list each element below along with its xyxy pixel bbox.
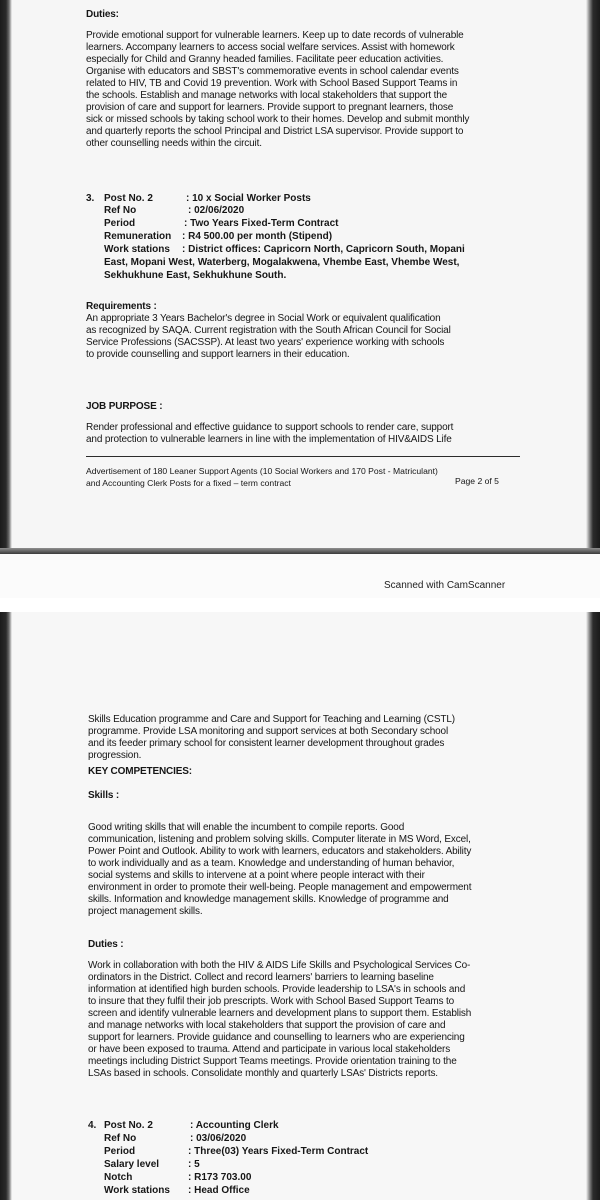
field-value: : 02/06/2020 [188, 205, 245, 216]
duties-line: the schools. Establish and manage networks with local stakeholders that support the [86, 90, 448, 101]
field-value: : Three(03) Years Fixed-Term Contract [188, 1146, 369, 1157]
duties-line: screen and identify vulnerable learners and development plans to support them. Establish [88, 1008, 472, 1019]
field-value: : 10 x Social Worker Posts [186, 193, 311, 204]
requirements-line: An appropriate 3 Years Bachelor's degree in Social Work or equivalent qualification [86, 313, 441, 324]
duties-heading: Duties: [86, 9, 119, 20]
field-value: : Two Years Fixed-Term Contract [184, 218, 339, 229]
scan-edge-right [586, 0, 600, 598]
skills-line: project management skills. [88, 906, 203, 917]
duties-line: other counselling needs within the circuit. [86, 138, 262, 149]
job-purpose-heading: JOB PURPOSE : [86, 401, 163, 412]
scanned-page-top [0, 0, 600, 598]
camscanner-watermark: Scanned with CamScanner [384, 580, 506, 591]
field-label: Period [104, 1146, 136, 1157]
requirements-line: to provide counselling and support learners in their education. [86, 349, 350, 360]
duties-line: Work in collaboration with both the HIV & AIDS Life Skills and Psychological Services Co- [88, 960, 471, 971]
requirements-heading: Requirements : [86, 301, 157, 312]
field-label: Post No. 2 [104, 193, 153, 204]
footer-rule [86, 456, 520, 457]
page-number: Page 2 of 5 [455, 476, 499, 486]
footer-text: and Accounting Clerk Posts for a fixed – term contract [86, 478, 291, 488]
duties-line: meetings including District Support Teams meetings. Provide orientation training to the [88, 1056, 457, 1067]
duties-line: support for learners. Provide guidance and counselling to learners who are experiencing [88, 1032, 465, 1043]
work-stations-cont: East, Mopani West, Waterberg, Mogalakwena, Vhembe East, Vhembe West, [104, 257, 460, 268]
field-label: Remuneration [104, 231, 172, 242]
intro-line: progression. [88, 750, 142, 761]
duties-line: Provide emotional support for vulnerable learners. Keep up to date records of vulnerable [86, 30, 464, 41]
duties-line: or have been exposed to trauma. Attend and participate in various local stakeholders [88, 1044, 451, 1055]
duties-line: and quarterly reports the school Principal and District LSA supervisor. Provide support to [86, 126, 464, 137]
page-gap [0, 598, 600, 612]
skills-line: communication, listening and problem solving skills. Computer literate in MS Word, Excel, [88, 834, 471, 845]
duties-line: related to HIV, TB and Covid 19 prevention. Work with School Based Support Teams in [86, 78, 458, 89]
requirements-line: as recognized by SAQA. Current registration with the South African Council for Social [86, 325, 451, 336]
duties-line: learners. Accompany learners to access social welfare services. Assist with homework [86, 42, 455, 53]
field-value: : R173 703.00 [188, 1172, 252, 1183]
duties-line: Organise with educators and SBST's commemorative events in school calendar events [86, 66, 459, 77]
duties-line: information at identified high burden schools. Provide leadership to LSA's in schools and [88, 984, 466, 995]
field-value: : District offices: Capricorn North, Capricorn South, Mopani [182, 244, 465, 255]
skills-line: environment in order to promote their well-being. People management and empowerment [88, 882, 472, 893]
work-stations-cont: Sekhukhune East, Sekhukhune South. [104, 270, 287, 281]
field-label: Work stations [104, 244, 170, 255]
skills-line: Power Point and Outlook. Ability to work with learners, educators and stakeholders. Ability [88, 846, 472, 857]
job-purpose-line: and protection to vulnerable learners in line with the implementation of HIV&AIDS Life [86, 434, 452, 445]
scan-edge-left [0, 612, 12, 1200]
key-competencies-heading: KEY COMPETENCIES: [88, 766, 192, 777]
skills-heading: Skills : [88, 790, 120, 801]
duties-line: LSAs based in schools. Consolidate monthly and quarterly LSAs' Districts reports. [88, 1068, 438, 1079]
intro-line: and its feeder primary school for consistent learner development throughout grades [88, 738, 445, 749]
duties-line: to insure that they fulfil their job prescripts. Work with School Based Support Teams to [88, 996, 455, 1007]
field-label: Ref No [104, 1133, 137, 1144]
intro-line: Skills Education programme and Care and Support for Teaching and Learning (CSTL) [88, 714, 455, 725]
scanned-page-bottom [0, 612, 600, 1200]
field-label: Period [104, 218, 136, 229]
scan-edge-right [586, 612, 600, 1200]
footer-text: Advertisement of 180 Leaner Support Agents (10 Social Workers and 170 Post - Matriculant) [86, 466, 438, 476]
post-number: 3. [86, 193, 95, 204]
skills-line: Good writing skills that will enable the incumbent to compile reports. Good [88, 822, 405, 833]
duties-line: especially for Child and Granny headed families. Facilitate peer education activities. [86, 54, 444, 65]
scan-margin [0, 554, 600, 598]
scan-edge-left [0, 0, 12, 598]
skills-line: to work individually and as a team. Knowledge and understanding of human behavior, [88, 858, 455, 869]
skills-line: social systems and skills to intervene at a point where people interact with their [88, 870, 425, 881]
field-value: : 03/06/2020 [190, 1133, 247, 1144]
field-label: Salary level [104, 1159, 160, 1170]
field-value: : R4 500.00 per month (Stipend) [182, 231, 333, 242]
duties-line: provision of care and support for learners. Provide support to pregnant learners, those [86, 102, 454, 113]
post-number: 4. [88, 1120, 97, 1131]
intro-line: programme. Provide LSA monitoring and support services at both Secondary school [88, 726, 449, 737]
field-value: : Head Office [188, 1185, 250, 1196]
duties-line: and manage networks with local stakeholders that support the provision of care and [88, 1020, 446, 1031]
skills-line: skills. Information and knowledge management skills. Knowledge of programme and [88, 894, 449, 905]
field-value: : 5 [188, 1159, 200, 1170]
field-label: Ref No [104, 205, 137, 216]
duties-heading-2: Duties : [88, 939, 124, 950]
field-label: Work stations [104, 1185, 170, 1196]
duties-line: ordinators in the District. Collect and record learners' barriers to learning baseline [88, 972, 434, 983]
job-purpose-line: Render professional and effective guidance to support schools to render care, support [86, 422, 454, 433]
field-label: Notch [104, 1172, 133, 1183]
duties-line: sick or missed schools by taking school work to their homes. Develop and submit monthly [86, 114, 470, 125]
requirements-line: Service Professions (SACSSP). At least two years' experience working with schools [86, 337, 445, 348]
field-label: Post No. 2 [104, 1120, 153, 1131]
field-value: : Accounting Clerk [190, 1120, 279, 1131]
